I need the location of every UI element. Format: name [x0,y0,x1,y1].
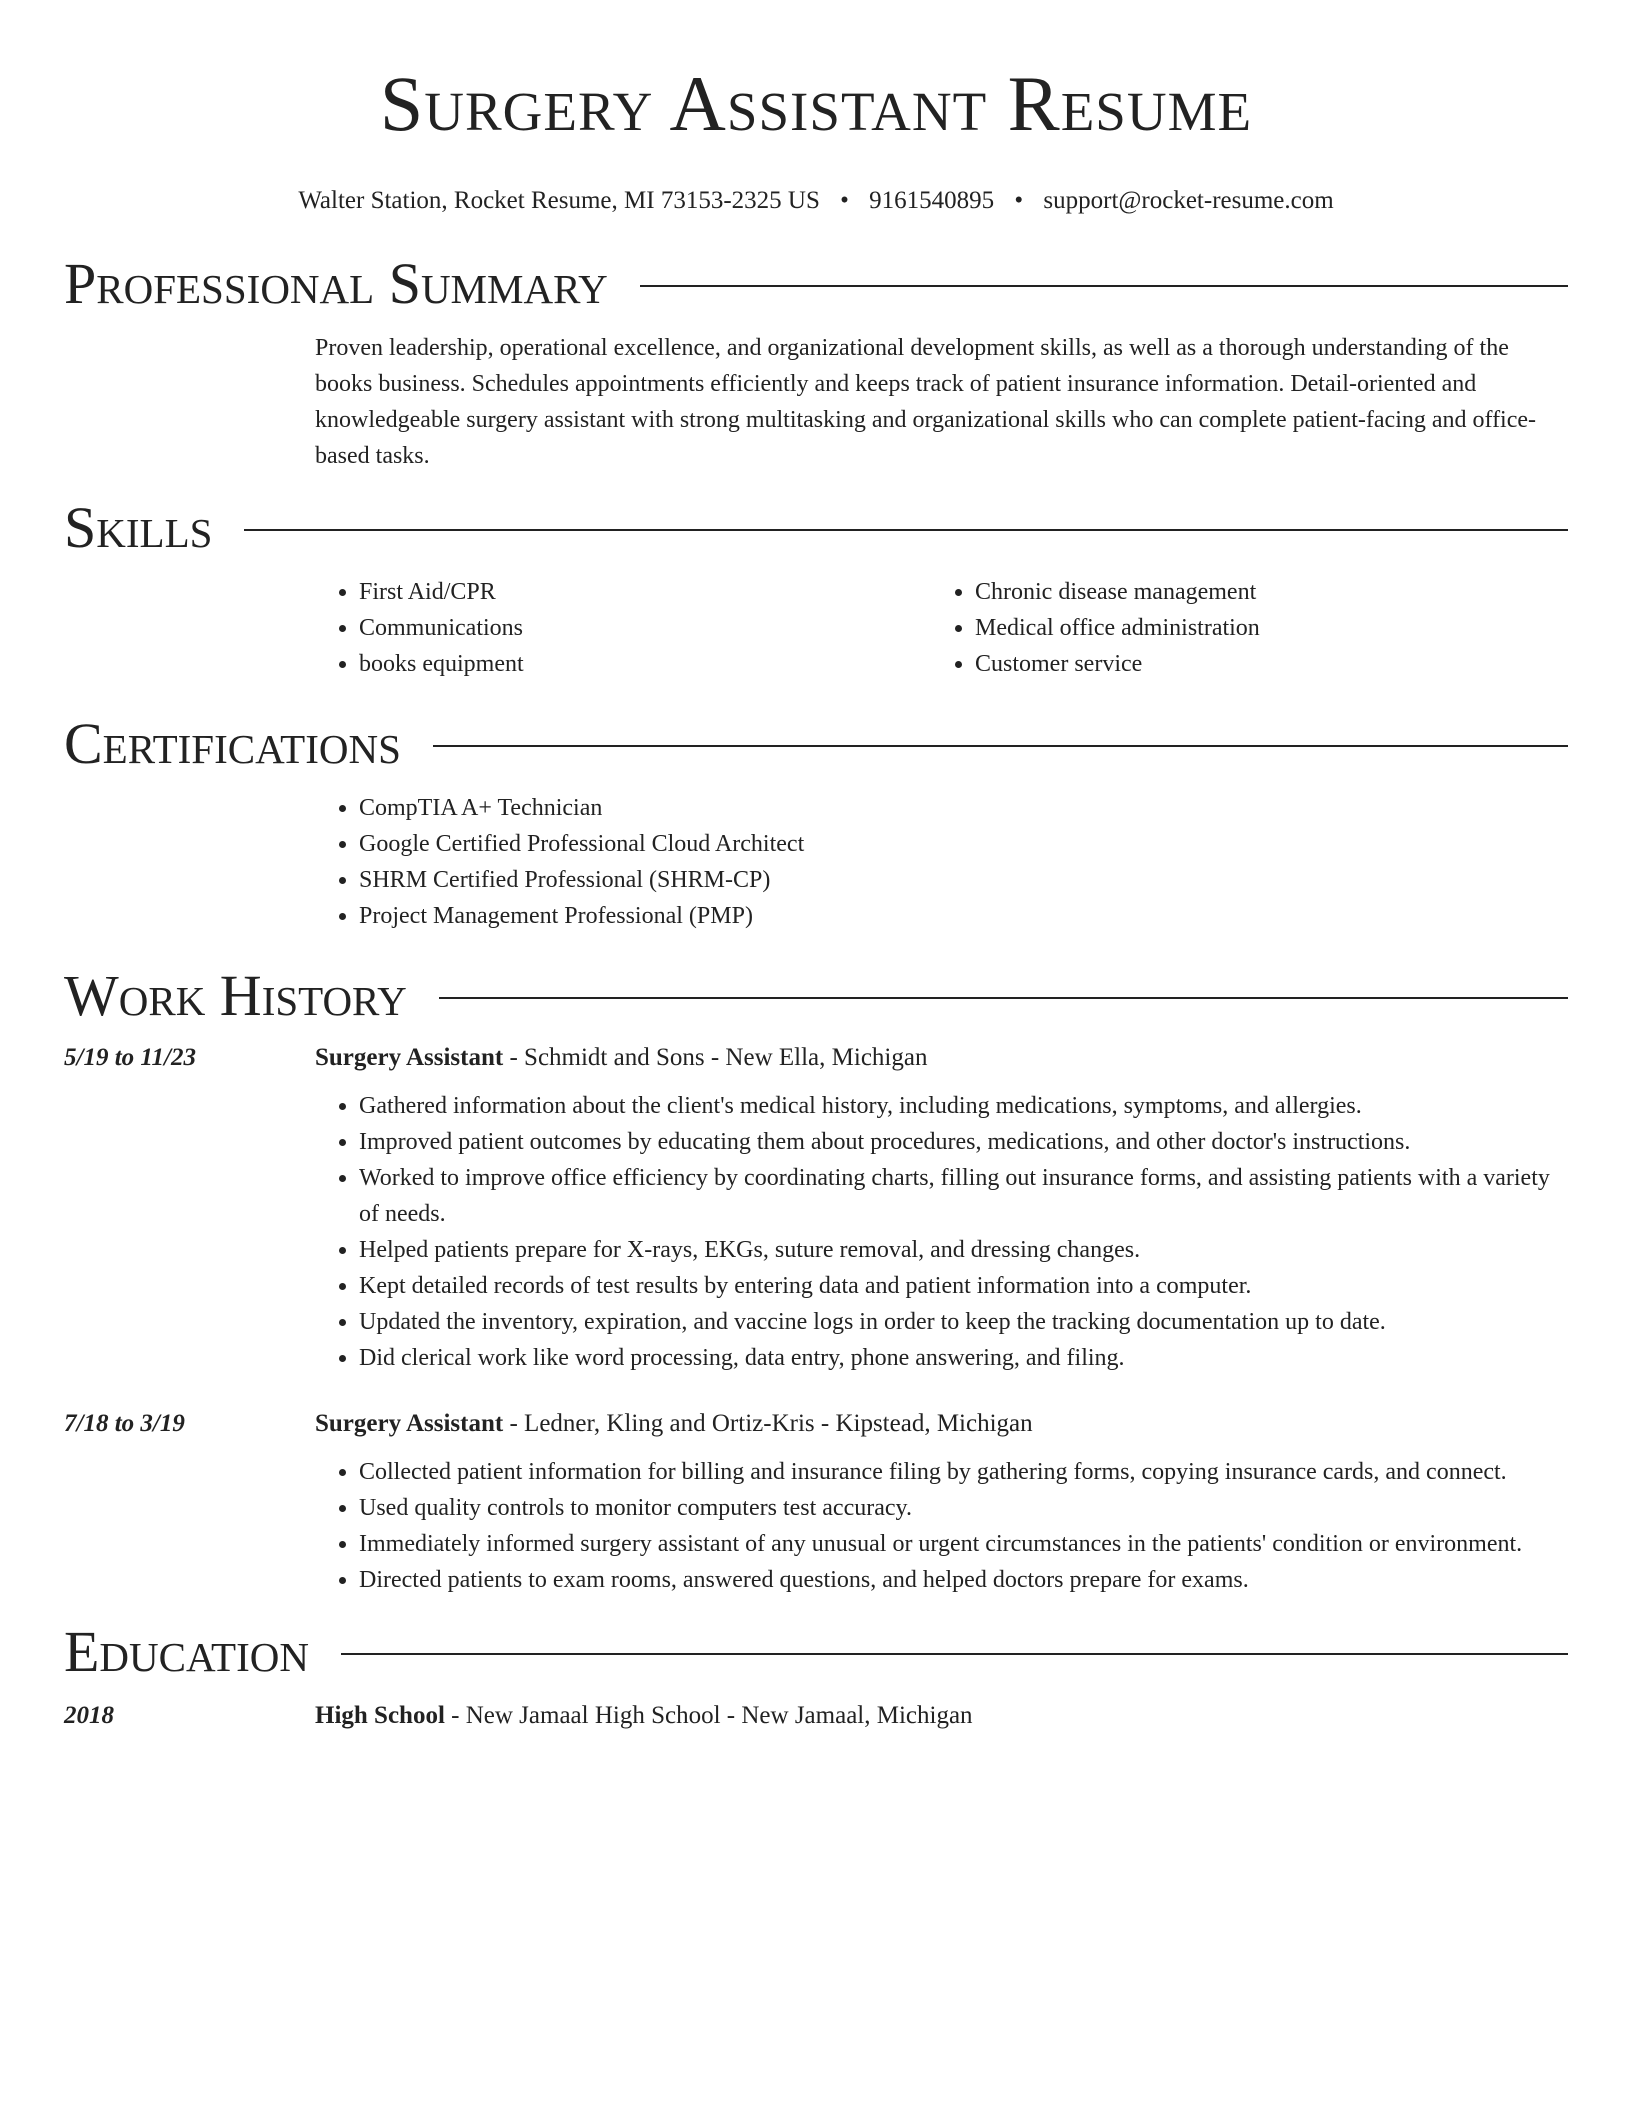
job-details: - Schmidt and Sons - New Ella, Michigan [503,1044,928,1071]
contact-separator: • [1014,187,1024,214]
skill-item: • First Aid/CPR [359,574,931,610]
certifications-heading: Certifications [64,711,401,776]
job-bullet: • Collected patient information for billing and insurance filing by gathering forms, copying insurance cards, and connect. [359,1454,1568,1490]
certification-item: • Google Certified Professional Cloud Architect [359,826,1568,862]
job-role: Surgery Assistant [315,1044,504,1071]
contact-phone: 9161540895 [869,187,995,214]
summary-heading: Professional Summary [64,251,608,316]
skill-item: • Medical office administration [975,610,1547,646]
certification-item: • Project Management Professional (PMP) [359,898,1568,934]
job-bullet: • Helped patients prepare for X-rays, EKGs, suture removal, and dressing changes. [359,1232,1568,1268]
job-bullet: • Improved patient outcomes by educating them about procedures, medications, and other doctor's instructions. [359,1124,1568,1160]
education-header [64,1702,1568,1730]
job-bullet: • Used quality controls to monitor computers test accuracy. [359,1490,1568,1526]
resume-title: Surgery Assistant Resume [379,60,1253,147]
section-divider [341,1653,1568,1655]
job-bullet: • Worked to improve office efficiency by coordinating charts, filling out insurance forms, and assisting patients with a variety of needs. [359,1160,1568,1232]
job-title [315,1410,1033,1438]
contact-email: support@rocket-resume.com [1043,187,1334,214]
job-role: Surgery Assistant [315,1410,504,1437]
summary-section [315,330,1568,474]
job-bullet: • Directed patients to exam rooms, answered questions, and helped doctors prepare for exams. [359,1562,1568,1598]
skills-section-header [64,496,1568,560]
job-bullet: • Gathered information about the client's medical history, including medications, symptoms, and allergies. [359,1088,1568,1124]
job-header [64,1044,1568,1072]
job-bullet: • Updated the inventory, expiration, and vaccine logs in order to keep the tracking documentation up to date. [359,1304,1568,1340]
contact-address: Walter Station, Rocket Resume, MI 73153-2325 US [298,187,820,214]
work-heading: Work History [64,963,407,1028]
job-title [315,1044,927,1072]
job-bullets [315,1088,1568,1376]
section-divider [433,745,1568,747]
certifications-list [315,790,1568,934]
skills-heading: Skills [64,495,213,560]
job-entry [64,1410,1568,1598]
job-dates: 5/19 to 11/23 [64,1044,196,1071]
skill-item: • Communications [359,610,931,646]
job-bullet: • Did clerical work like word processing, data entry, phone answering, and filing. [359,1340,1568,1376]
contact-line [64,186,1568,216]
job-bullet: • Immediately informed surgery assistant of any unusual or urgent circumstances in the patients' condition or environment. [359,1526,1568,1562]
section-divider [439,997,1568,999]
certification-item: • SHRM Certified Professional (SHRM-CP) [359,862,1568,898]
section-divider [244,529,1568,531]
skills-list [315,574,1568,682]
summary-text: Proven leadership, operational excellence, and organizational development skills, as well as a thorough understanding of the books business. Schedules appointments efficiently and keeps track of patient insurance information. Detail-oriented and knowledgeable surgery assistant with strong multitasking and organizational skills who can complete patient-facing and office-based tasks. [315,335,1537,469]
education-year: 2018 [64,1702,114,1729]
education-heading: Education [64,1619,309,1684]
education-entry [64,1702,1568,1730]
education-section-header [64,1620,1568,1684]
skill-item: • Chronic disease management [975,574,1547,610]
job-entry [64,1044,1568,1376]
certifications-section-header [64,712,1568,776]
education-degree: High School [315,1702,445,1729]
work-section-header [64,964,1568,1028]
job-bullet: • Kept detailed records of test results by entering data and patient information into a computer. [359,1268,1568,1304]
section-divider [640,285,1568,287]
job-bullets [315,1454,1568,1598]
education-title [315,1702,973,1730]
job-dates: 7/18 to 3/19 [64,1410,185,1437]
skill-item: • books equipment [359,646,931,682]
skills-column-left [315,574,931,682]
contact-separator: • [840,187,849,214]
summary-section-header [64,252,1568,316]
education-details: - New Jamaal High School - New Jamaal, Michigan [444,1702,973,1729]
job-details: - Ledner, Kling and Ortiz-Kris - Kipstead, Michigan [503,1410,1033,1437]
skills-column-right [931,574,1547,682]
certification-item: • CompTIA A+ Technician [359,790,1568,826]
job-header [64,1410,1568,1438]
skill-item: • Customer service [975,646,1547,682]
